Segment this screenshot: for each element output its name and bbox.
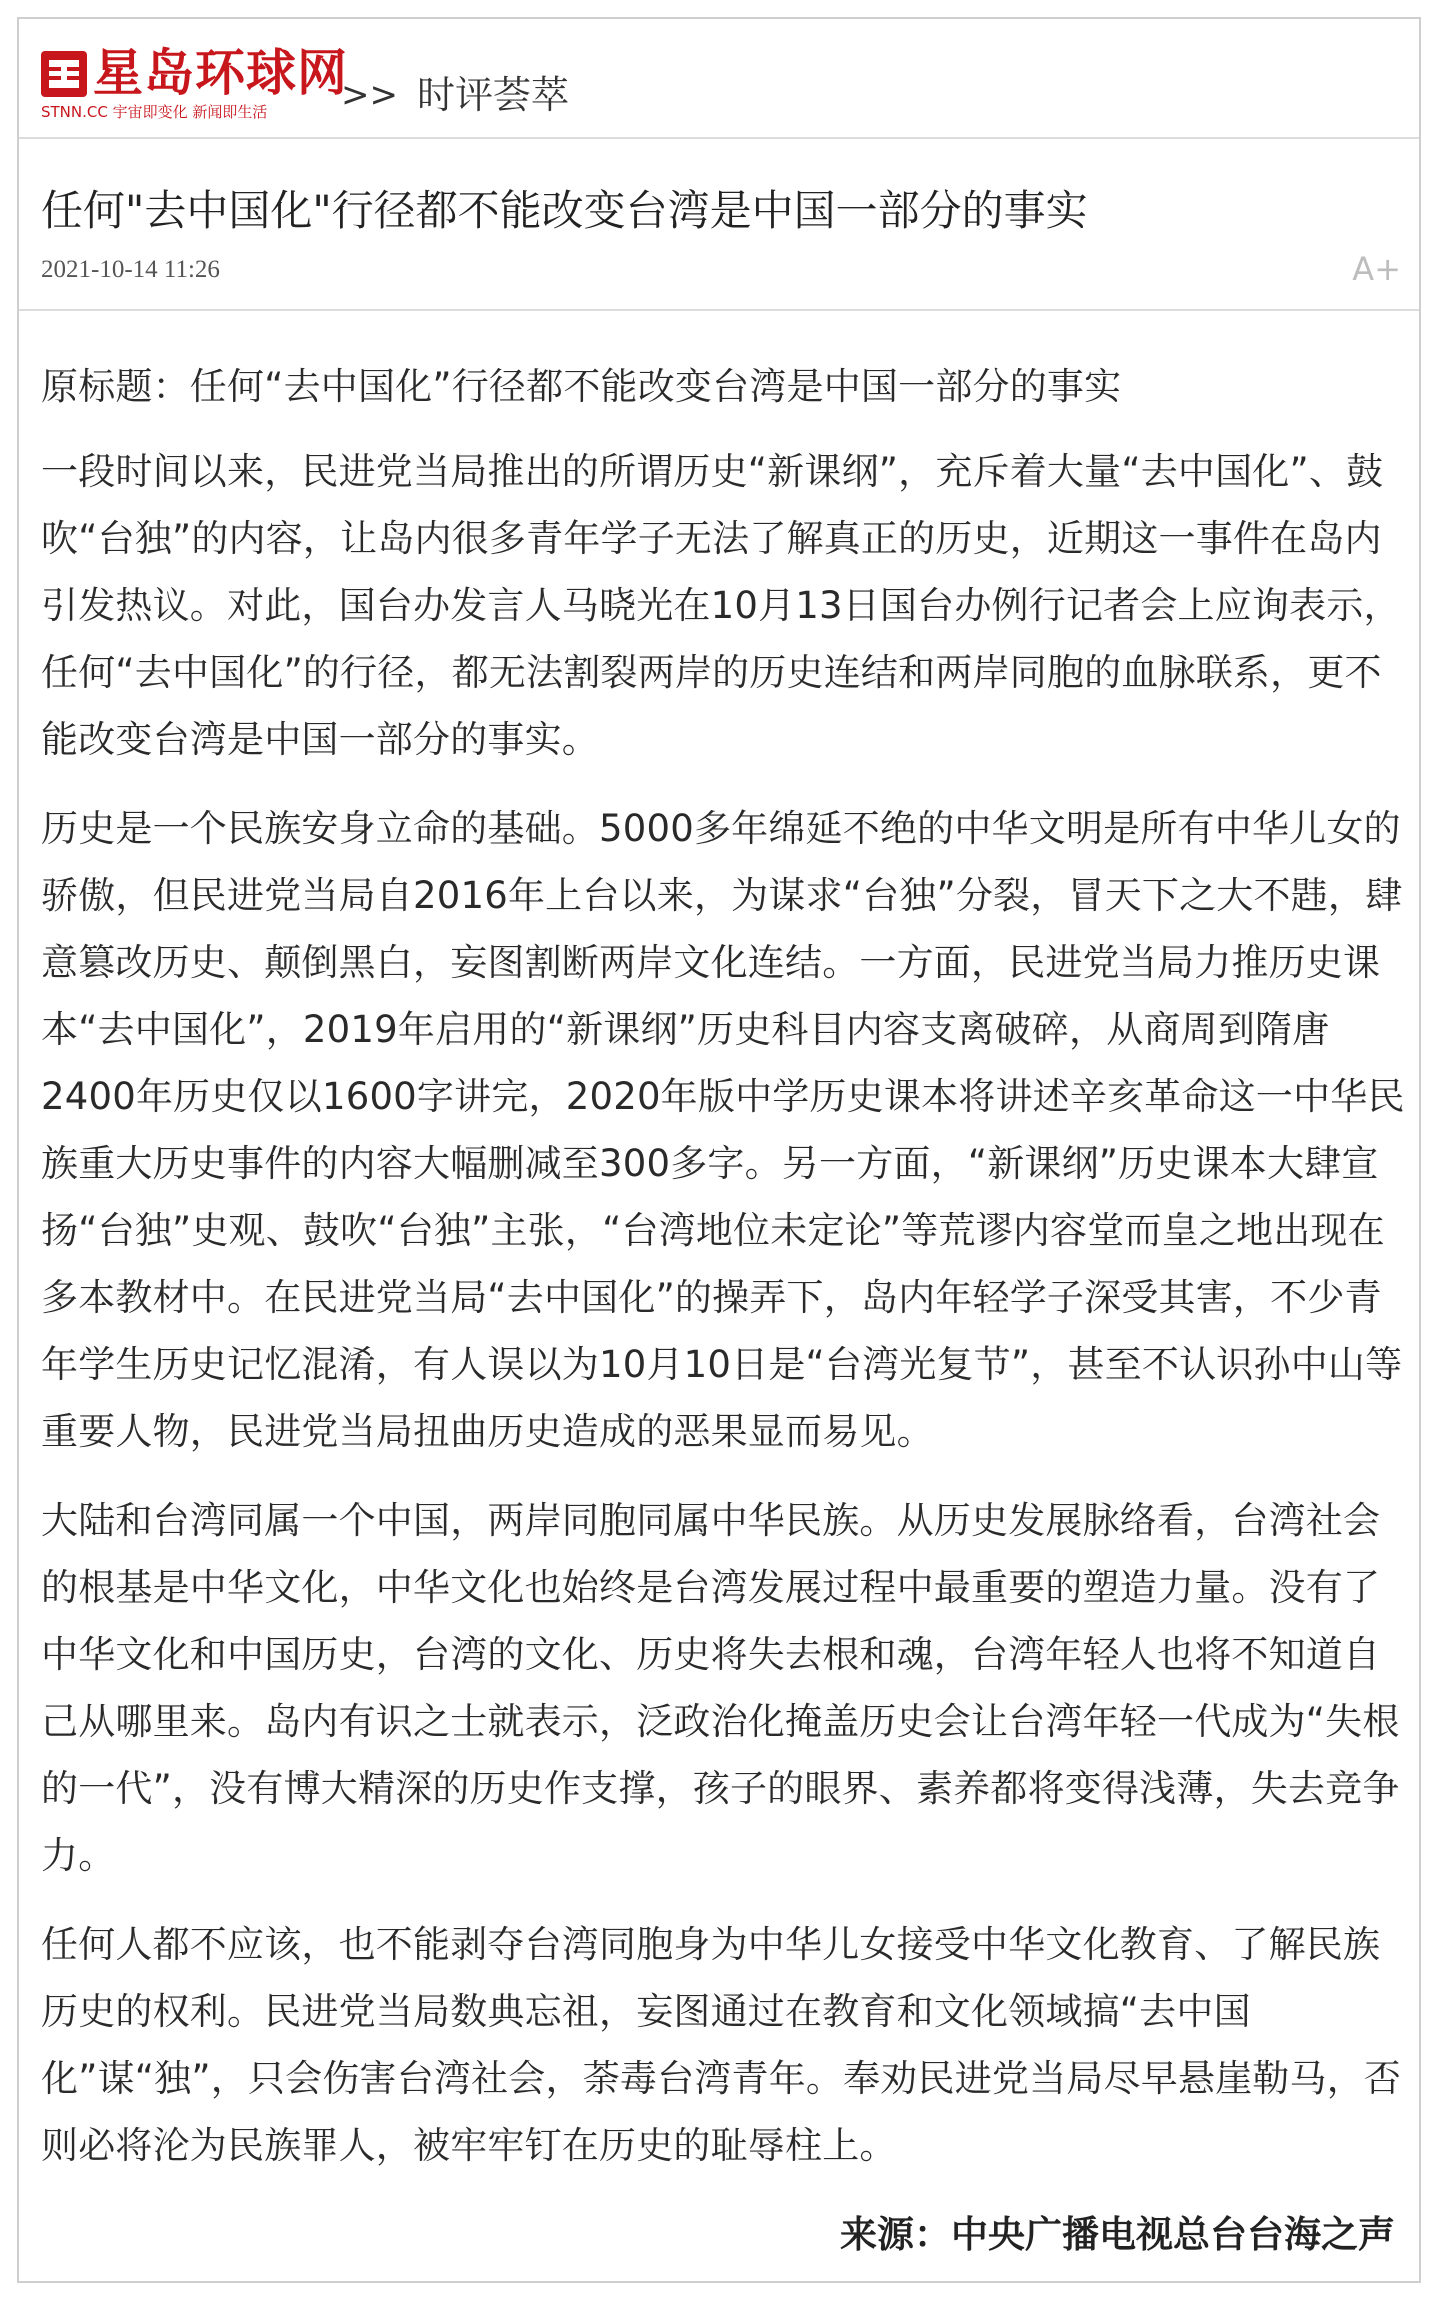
article-paragraph-1: 一段时间以来，民进党当局推出的所谓历史“新课纲”，充斥着大量“去中国化”、鼓吹“台独”的内容，让岛内很多青年学子无法了解真正的历史，近期这一事件在岛内引发热议。对此，国台办发言人马晓光在10月13日国台办例行记者会上应询表示，任何“去中国化”的行径，都无法割裂两岸的历史连结和两岸同胞的血脉联系，更不能改变台湾是中国一部分的事实。 bbox=[41, 450, 1401, 761]
article-title: 任何"去中国化"行径都不能改变台湾是中国一部分的事实 bbox=[41, 186, 1088, 235]
breadcrumb-section-link[interactable]: 时评荟萃 bbox=[417, 73, 570, 117]
site-logo[interactable] bbox=[41, 43, 348, 123]
logo-mark-icon bbox=[41, 51, 87, 97]
article-paragraph-2: 历史是一个民族安身立命的基础。5000多年绵延不绝的中华文明是所有中华儿女的骄傲，但民进党当局自2016年上台以来，为谋求“台独”分裂，冒天下之大不韪，肆意篡改历史、颠倒黑白，妄图割断两岸文化连结。一方面，民进党当局力推历史课本“去中国化”，2019年启用的“新课纲”历史科目内容支离破碎，从商周到隋唐2400年历史仅以1600字讲完，2020年版中学历史课本将讲述辛亥革命这一中华民族重大历史事件的内容大幅删减至300多字。另一方面，“新课纲”历史课本大肆宣扬“台独”史观、鼓吹“台独”主张，“台湾地位未定论”等荒谬内容堂而皇之地出现在多本教材中。在民进党当局“去中国化”的操弄下，岛内年轻学子深受其害，不少青年学生历史记忆混淆，有人误以为10月10日是“台湾光复节”，甚至不认识孙中山等重要人物，民进党当局扭曲历史造成的恶果显而易见。 bbox=[41, 807, 1405, 1453]
font-size-increase-button[interactable]: A+ bbox=[1352, 250, 1401, 288]
site-header bbox=[19, 19, 1419, 139]
article-header bbox=[19, 139, 1419, 311]
article-source: 来源：中央广播电视总台台海之声 bbox=[840, 2213, 1395, 2256]
article-date: 2021-10-14 11:26 bbox=[41, 256, 220, 283]
article-paragraph-4: 任何人都不应该，也不能剥夺台湾同胞身为中华儿女接受中华文化教育、了解民族历史的权利。民进党当局数典忘祖，妄图通过在教育和文化领域搞“去中国化”谋“独”，只会伤害台湾社会，荼毒台湾青年。奉劝民进党当局尽早悬崖勒马，否则必将沦为民族罪人，被牢牢钉在历史的耻辱柱上。 bbox=[41, 1923, 1402, 2167]
article-body bbox=[41, 353, 1409, 2179]
logo-tagline: STNN.CC 宇宙即变化 新闻即生活 bbox=[41, 103, 268, 121]
breadcrumb-separator: >> bbox=[341, 75, 398, 115]
page-frame bbox=[17, 17, 1421, 2283]
logo-text: 星岛环球网 bbox=[93, 44, 348, 102]
original-title-paragraph: 原标题：任何“去中国化”行径都不能改变台湾是中国一部分的事实 bbox=[41, 365, 1122, 408]
article-paragraph-3: 大陆和台湾同属一个中国，两岸同胞同属中华民族。从历史发展脉络看，台湾社会的根基是中华文化，中华文化也始终是台湾发展过程中最重要的塑造力量。没有了中华文化和中国历史，台湾的文化、历史将失去根和魂，台湾年轻人也将不知道自己从哪里来。岛内有识之士就表示，泛政治化掩盖历史会让台湾年轻一代成为“失根的一代”，没有博大精深的历史作支撑，孩子的眼界、素养都将变得浅薄，失去竞争力。 bbox=[41, 1499, 1400, 1877]
